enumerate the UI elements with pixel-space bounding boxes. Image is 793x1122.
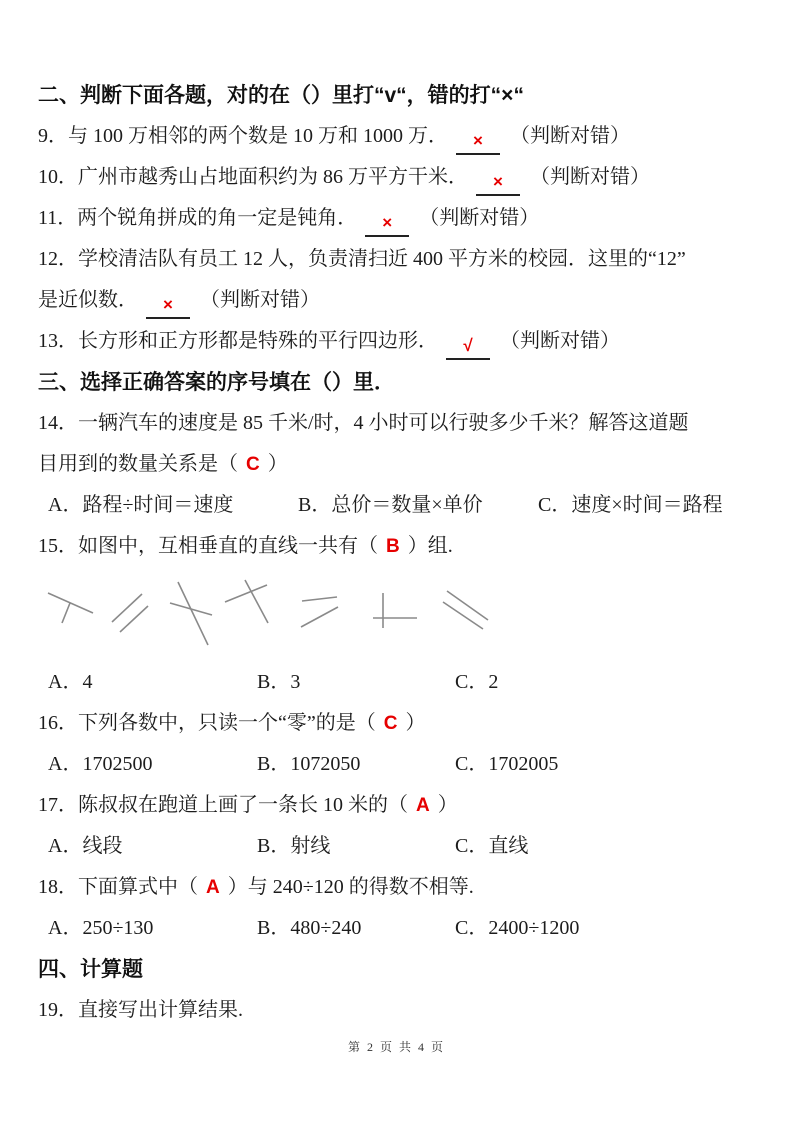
judge-label-q13: （判断对错） [500,330,620,352]
judge-label-q11: （判断对错） [419,207,540,229]
question-17-close: ） [437,794,458,816]
option-q18-a: A．250÷130 [48,917,154,939]
question-14-options [38,485,765,526]
option-q14-c: C．速度×时间＝路程 [538,494,723,516]
question-15-figure-wrap [38,567,765,662]
question-9-text: 9．与 100 万相邻的两个数是 10 万和 1000 万． [38,125,448,147]
answer-mark-q12: × [163,295,173,314]
answer-blank-q12 [146,291,190,319]
option-q18-b: B．480÷240 [257,917,362,939]
question-10 [38,157,765,198]
answer-mark-q11: × [382,213,393,232]
section-3-heading: 三、选择正确答案的序号填在（）里． [38,371,395,394]
answer-blank-q13 [446,332,490,360]
option-q16-b: B．1072050 [257,753,361,775]
option-q16-a: A．1702500 [48,753,153,775]
question-18-options [38,908,765,949]
option-q15-a: A．4 [48,671,93,693]
question-16 [38,703,765,744]
question-14-text2: 目用到的数量关系是（ [38,453,238,475]
question-15-text: 15．如图中，互相垂直的直线一共有（ [38,535,378,557]
answer-mark-q10: × [493,172,503,191]
question-9 [38,116,765,157]
section-4-heading: 四、计算题 [38,958,143,981]
option-q17-c: C．直线 [455,835,529,857]
question-15 [38,526,765,567]
answer-letter-q17: A [416,795,430,816]
question-11-text: 11．两个锐角拼成的角一定是钝角． [38,207,358,229]
question-12-line1: 12．学校清洁队有员工 12 人，负责清扫近 400 平方米的校园．这里的“12” [38,248,686,270]
option-q17-b: B．射线 [257,835,331,857]
question-13 [38,321,765,362]
page-number-footer: 第 2 页 共 4 页 [347,1040,445,1054]
option-q15-c: C．2 [455,671,499,693]
question-17-options [38,826,765,867]
question-16-options [38,744,765,785]
question-11 [38,198,765,239]
answer-blank-q11 [365,209,409,237]
judge-label-q12: （判断对错） [200,289,320,311]
section-2-heading: 二、判断下面各题，对的在（）里打“v“，错的打“×“ [38,84,524,107]
question-15-options [38,662,765,703]
question-18-close: ）与 240÷120 的得数不相等. [227,876,474,898]
option-q14-b: B．总价＝数量×单价 [298,494,483,516]
answer-mark-q13: √ [463,336,473,355]
question-16-text: 16．下列各数中，只读一个“零”的是（ [38,712,376,734]
judge-label-q10: （判断对错） [530,166,650,188]
answer-blank-q10 [476,168,520,196]
question-15-close: ）组. [407,535,453,557]
q15-figure [38,567,508,662]
question-17-text: 17．陈叔叔在跑道上画了一条长 10 米的（ [38,794,408,816]
question-13-text: 13．长方形和正方形都是特殊的平行四边形． [38,330,438,352]
judge-label-q9: （判断对错） [510,125,630,147]
question-12-line2 [38,280,765,321]
option-q18-c: C．2400÷1200 [455,917,580,939]
question-12-text2: 是近似数． [38,289,138,311]
answer-letter-q16: C [383,713,398,734]
answer-letter-q15: B [386,536,400,557]
question-18-text: 18．下面算式中（ [38,876,198,898]
option-q14-a: A．路程÷时间＝速度 [48,494,234,516]
question-14-close: ） [267,453,288,475]
question-16-close: ） [405,712,426,734]
answer-letter-q14: C [246,454,260,475]
question-18 [38,867,765,908]
question-19: 19．直接写出计算结果. [38,999,243,1021]
question-14-line1: 14．一辆汽车的速度是 85 千米/时，4 小时可以行驶多少千米？解答这道题 [38,412,689,434]
question-17 [38,785,765,826]
answer-letter-q18: A [206,877,220,898]
option-q15-b: B．3 [257,671,301,693]
question-14-line2 [38,444,765,485]
answer-mark-q9: × [473,131,483,150]
option-q16-c: C．1702005 [455,753,559,775]
answer-blank-q9 [456,127,500,155]
question-10-text: 10．广州市越秀山占地面积约为 86 万平方干米． [38,166,468,188]
option-q17-a: A．线段 [48,835,123,857]
